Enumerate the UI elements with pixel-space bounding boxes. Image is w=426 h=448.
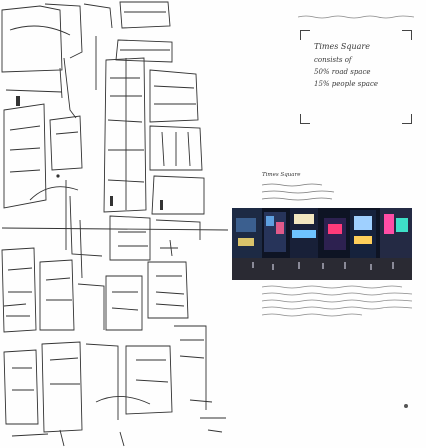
side-note-scribble [262,182,344,204]
sketch-building-top-left [2,6,62,72]
annotation-title: Times Square [314,42,370,51]
handwritten-paragraph [262,284,416,318]
annotation-line: consists of [314,56,352,64]
bracket-corner [402,30,412,40]
annotation-line: 50% road space [314,68,371,76]
bracket-corner [300,114,310,124]
sketch-building-lower-left [2,248,36,332]
bracket-corner [402,114,412,124]
side-note [262,172,412,179]
times-square-photo [232,208,412,280]
bracket-corner [300,30,310,40]
dot-mark [404,404,408,408]
sketch-tower-center [104,58,146,212]
annotation-line: 15% people space [314,80,379,88]
header-scribble [298,14,414,20]
side-note-title: Times Square [262,172,301,178]
sketch-building-bottom [4,350,38,424]
annotation-bracket [300,30,412,124]
